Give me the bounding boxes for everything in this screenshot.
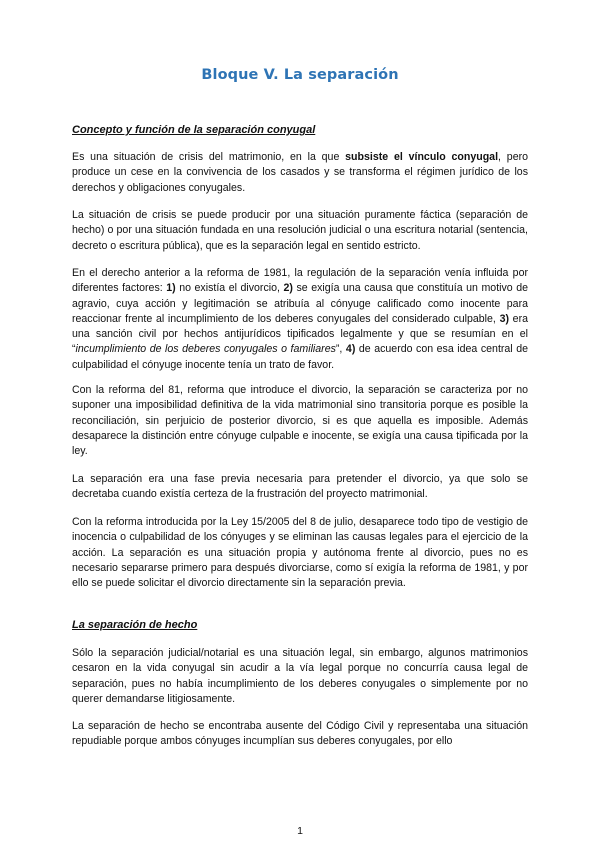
bold-text: subsiste el vínculo conyugal	[345, 151, 499, 163]
paragraph-situacion-crisis: La situación de crisis se puede producir por una situación puramente fáctica (separación de hecho) o por una situación fundada en una resolución judicial o una escritura notarial (sentencia, decreto o escritura pública), que es la separación legal en sentido estricto.	[72, 209, 528, 252]
list-number: 2)	[283, 282, 293, 295]
list-number: 1)	[166, 282, 176, 295]
paragraph-fase-previa: La separación era una fase previa necesaria para pretender el divorcio, ya que solo se decretaba cuando existía certeza de la frustración del proyecto matrimonial.	[72, 473, 528, 501]
text-span: ”,	[335, 343, 346, 356]
paragraph-derecho-anterior	[72, 266, 528, 373]
text-span: , pero produce un cese en la convivencia de los casados y se transforma el régimen jurídico de los derechos y obligaciones conyugales.	[72, 151, 528, 194]
text-span: Es una situación de crisis del matrimonio, en la que	[72, 151, 346, 163]
text-span: En el derecho anterior a la reforma de 1981, la regulación de la separación venía influida por diferentes factores:	[72, 267, 528, 295]
paragraph-separacion-judicial: Sólo la separación judicial/notarial es una situación legal, sin embargo, algunos matrimonios cesaron en la vida conyugal sin acudir a la vía legal porque no concurría causa legal de separación, pues no había incumplimiento de los deberes conyugales o simplemente por no querer demandarse litigiosamente.	[72, 647, 528, 705]
italic-text: incumplimiento de los deberes conyugales o familiares	[75, 343, 336, 356]
paragraph-codigo-civil: La separación de hecho se encontraba ausente del Código Civil y representaba una situación repudiable porque ambos cónyuges incumplían sus deberes conyugales, por ello	[72, 720, 528, 748]
list-number: 4)	[345, 343, 356, 356]
section-heading-separacion-hecho: La separación de hecho	[72, 619, 198, 631]
document-title: Bloque V. La separación	[201, 67, 399, 83]
paragraph-reforma-81: Con la reforma del 81, reforma que introduce el divorcio, la separación se caracteriza por no suponer una imposibilidad definitiva de la vida matrimonial sino transitoria porque es posible la reconciliación, sin perjuicio de posterior divorcio, si es que aquella es imposible. Además desaparece la distinción entre cónyuge culpable e inocente, se exigía una causa tipificada por la ley.	[72, 384, 528, 458]
text-span: era una sanción civil por hechos antijurídicos tipificados legalmente y que se resumían en el “	[72, 312, 528, 356]
paragraph-ley-15-2005: Con la reforma introducida por la Ley 15/2005 del 8 de julio, desaparece todo tipo de vestigio de inocencia o culpabilidad de los cónyuges y se eliminan las causas legales para el ejercicio de la acción. La separación es una situación propia y autónoma frente al divorcio, pues no es necesario separarse primero para después divorciarse, como sí exigía la reforma de 1981, y por ello se puede solicitar el divorcio directamente sin la separación previa.	[72, 516, 528, 590]
text-span: no existía el divorcio,	[175, 282, 284, 295]
section-heading-concepto: Concepto y función de la separación conyugal	[72, 124, 316, 136]
text-span: se exigía una causa que constituía un motivo de agravio, cuya acción y legitimación se atribuía al cónyuge calificado como inocente para reaccionar frente al incumplimiento de los deberes conyugales del considerado culpable,	[72, 282, 529, 325]
text-span: de acuerdo con esa idea central de culpabilidad el cónyuge inocente tenía un trato de favor.	[72, 343, 528, 371]
page-number: 1	[297, 825, 303, 837]
list-number: 3)	[499, 312, 509, 325]
paragraph-definicion	[72, 150, 528, 196]
